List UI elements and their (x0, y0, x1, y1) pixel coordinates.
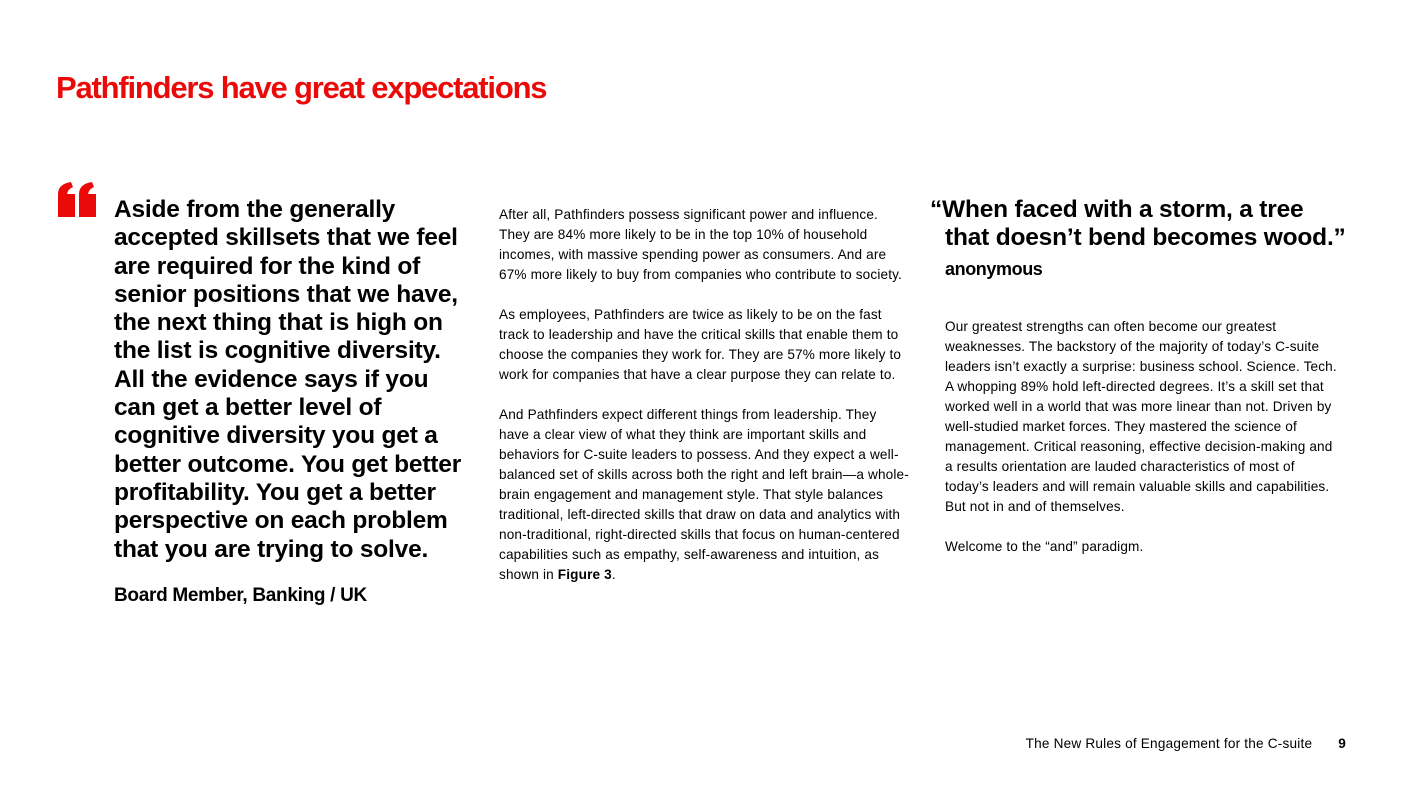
body-paragraph (499, 405, 909, 585)
quotation-mark-icon (56, 182, 98, 218)
page-title: Pathfinders have great expectations (56, 70, 547, 105)
figure-reference: Figure 3 (557, 567, 612, 582)
right-column (930, 196, 1350, 557)
body-paragraph: After all, Pathfinders possess significant power and influence. They are 84% more likely to be in the top 10% of household incomes, with massive spending power as consumers. And are 67% more likely to buy from companies who contribute to society. (499, 207, 902, 282)
page-footer (1026, 734, 1346, 754)
body-paragraph: Our greatest strengths can often become our greatest weaknesses. The backstory of the majority of today’s C-suite leaders isn’t exactly a surprise: business school. Science. Tech. A whopping 89% hold left-directed degrees. It’s a skill set that worked well in a world that was more linear than not. Driven by well-studied market forces. They mastered the science of management. Critical reasoning, effective decision-making and a results orientation are lauded characteristics of most of today’s leaders and will remain valuable skills and capabilities. But not in and of themselves. (945, 318, 1337, 514)
right-body-text (945, 317, 1340, 557)
storm-quote: “When faced with a storm, a tree that doesn’t bend becomes wood.” (930, 196, 1346, 252)
sentence-end: . (611, 567, 616, 582)
body-paragraph: Welcome to the “and” paradigm. (945, 538, 1144, 554)
quote-attribution: Board Member, Banking / UK (114, 584, 367, 606)
body-paragraph-text: And Pathfinders expect different things from leadership. They have a clear view of what they think are important skills and behaviors for C-suite leaders to possess. And they expect a well-balanced set of skills across both the right and left brain—a whole-brain engagement and management style. That style balances traditional, left-directed skills that draw on data and analytics with non-traditional, right-directed skills that focus on human-centered capabilities such as empathy, self-awareness and intuition, as shown in (499, 407, 909, 582)
storm-quote-attribution: anonymous (945, 258, 1043, 279)
left-quote-block (114, 196, 464, 608)
body-paragraph: As employees, Pathfinders are twice as likely to be on the fast track to leadership and have the critical skills that enable them to choose the companies they work for. They are 57% more likely to work for companies that have a clear purpose they can relate to. (499, 307, 902, 382)
document-title: The New Rules of Engagement for the C-suite (1025, 736, 1313, 751)
pull-quote: Aside from the generally accepted skillsets that we feel are required for the kind of senior positions that we have, the next thing that is high on the list is cognitive diversity. All the evidence says if you can get a better level of cognitive diversity you get a better outcome. You get better profitability. You get a better perspective on each problem that you are trying to solve. (114, 196, 462, 563)
middle-column (499, 205, 909, 585)
page-number: 9 (1338, 736, 1346, 751)
